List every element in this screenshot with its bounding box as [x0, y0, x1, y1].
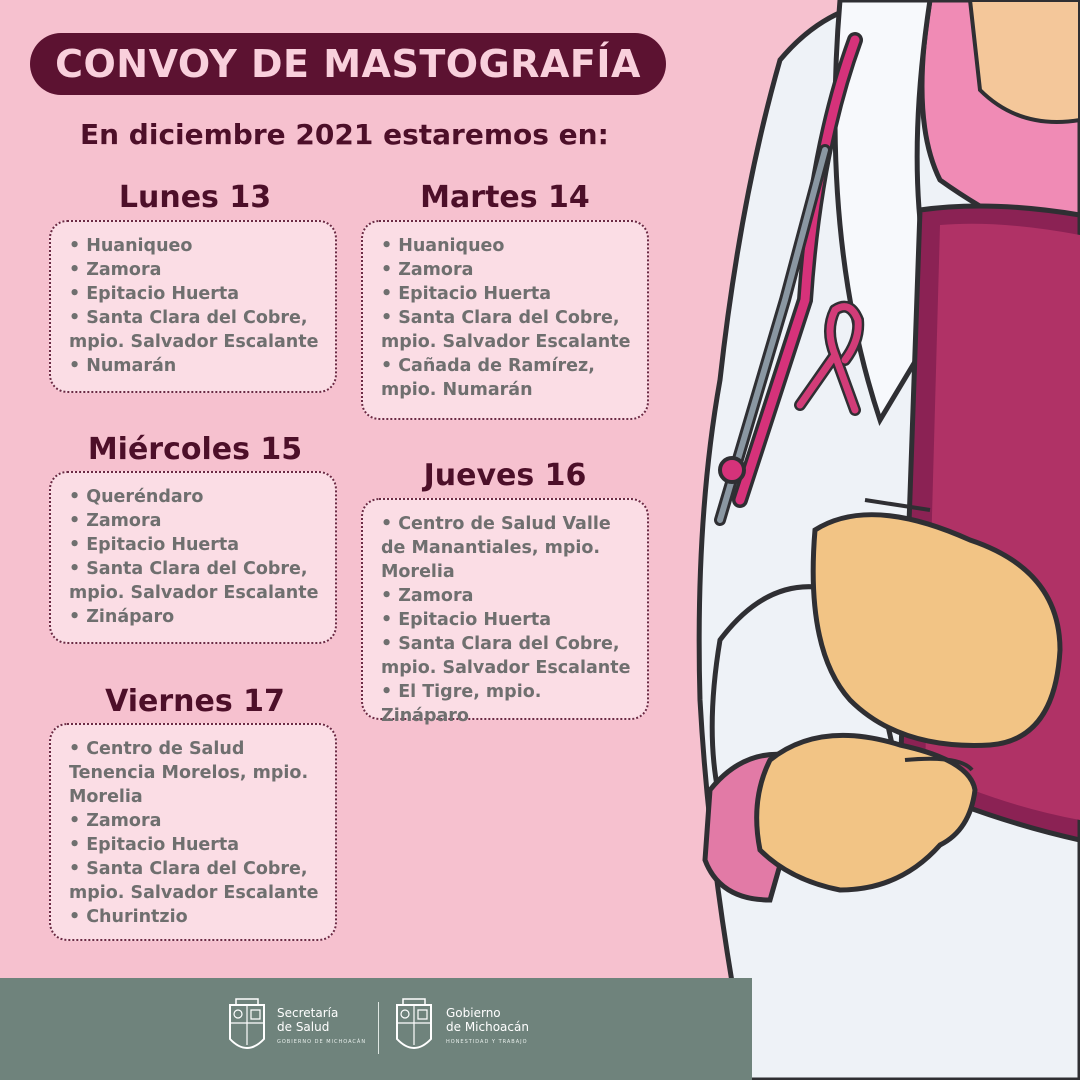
list-item: • Huaniqueo: [69, 234, 319, 258]
list-item: • Santa Clara del Cobre, mpio. Salvador Escalante: [381, 632, 631, 680]
list-item: • Santa Clara del Cobre, mpio. Salvador Escalante: [69, 306, 319, 354]
list-item: • Epitacio Huerta: [381, 608, 631, 632]
logo-secretaria-salud: [277, 1006, 338, 1034]
title-banner: [30, 33, 666, 95]
coat-of-arms-icon: [393, 995, 435, 1059]
schedule-card-thursday: [361, 498, 649, 726]
footer-bar: [0, 978, 752, 1080]
day-heading-wednesday: Miércoles 15: [87, 432, 303, 467]
list-item: • Epitacio Huerta: [69, 282, 319, 306]
logo-gobierno-michoacan: [446, 1006, 529, 1034]
logo2-subtext: HONESTIDAD Y TRABAJO: [446, 1039, 528, 1045]
day-heading-thursday: Jueves 16: [423, 458, 587, 493]
day-heading-friday: Viernes 17: [105, 684, 285, 719]
list-item: • Centro de Salud Tenencia Morelos, mpio. Morelia: [69, 737, 319, 809]
list-item: • Epitacio Huerta: [381, 282, 631, 306]
list-item: • Queréndaro: [69, 485, 319, 509]
list-item: • Zamora: [381, 258, 631, 282]
schedule-card-wednesday: [49, 471, 337, 644]
logo1-line2: de Salud: [277, 1020, 330, 1034]
list-item: • Zamora: [381, 584, 631, 608]
day-heading-tuesday: Martes 14: [420, 180, 590, 215]
schedule-card-friday: [49, 723, 337, 941]
subtitle: En diciembre 2021 estaremos en:: [80, 118, 609, 151]
schedule-card-tuesday: [361, 220, 649, 420]
list-item: • Santa Clara del Cobre, mpio. Salvador Escalante: [69, 557, 319, 605]
list-item: • Santa Clara del Cobre, mpio. Salvador Escalante: [69, 857, 319, 905]
list-item: • Epitacio Huerta: [69, 833, 319, 857]
logo2-line1: Gobierno: [446, 1006, 501, 1020]
logo2-line2: de Michoacán: [446, 1020, 529, 1034]
list-item: • Zamora: [69, 509, 319, 533]
page-title: CONVOY DE MASTOGRAFÍA: [55, 42, 641, 86]
list-item: • El Tigre, mpio. Zináparo: [381, 680, 631, 728]
day-heading-monday: Lunes 13: [118, 180, 272, 215]
list-item: • Huaniqueo: [381, 234, 631, 258]
list-item: • Santa Clara del Cobre, mpio. Salvador Escalante: [381, 306, 631, 354]
schedule-card-monday: [49, 220, 337, 393]
coat-of-arms-icon: [226, 995, 268, 1059]
list-item: • Zamora: [69, 258, 319, 282]
doctor-illustration: [640, 0, 1080, 1080]
footer-divider: [378, 1002, 379, 1054]
list-item: • Numarán: [69, 354, 319, 378]
list-item: • Epitacio Huerta: [69, 533, 319, 557]
list-item: • Zináparo: [69, 605, 319, 629]
list-item: • Churintzio: [69, 905, 319, 929]
logo1-subtext: GOBIERNO DE MICHOACÁN: [277, 1039, 367, 1045]
logo1-line1: Secretaría: [277, 1006, 339, 1020]
list-item: • Cañada de Ramírez, mpio. Numarán: [381, 354, 631, 402]
list-item: • Zamora: [69, 809, 319, 833]
list-item: • Centro de Salud Valle de Manantiales, mpio. Morelia: [381, 512, 631, 584]
